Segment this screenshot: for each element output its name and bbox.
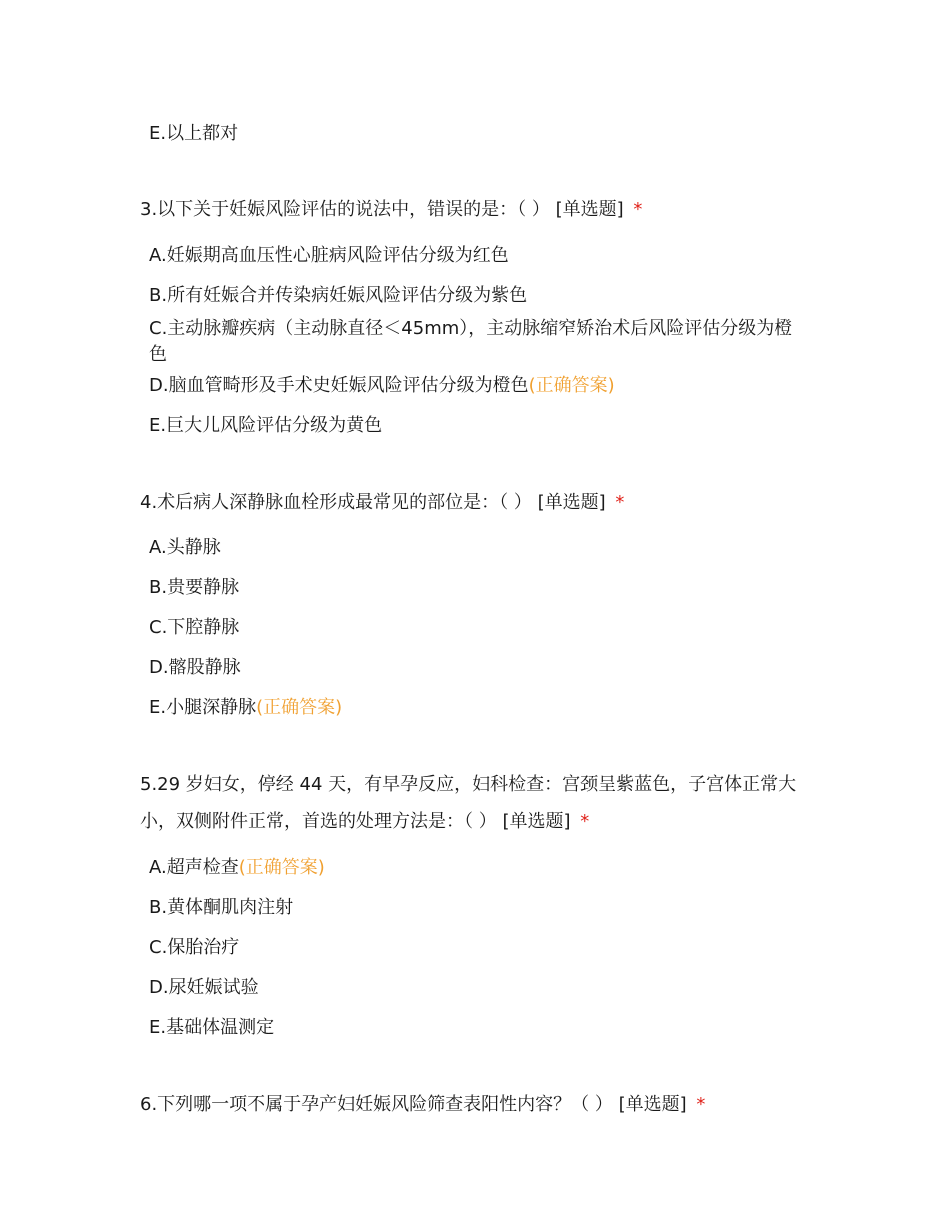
question-text: 6.下列哪一项不属于孕产妇妊娠风险筛查表阳性内容？（ ） <box>140 1094 613 1115</box>
question-5-option-c[interactable] <box>149 936 239 960</box>
option-text: A.妊娠期高血压性心脏病风险评估分级为红色 <box>149 245 509 266</box>
question-3-option-d[interactable] <box>149 374 615 398</box>
option-text: B.所有妊娠合并传染病妊娠风险评估分级为紫色 <box>149 285 528 306</box>
question-3-option-e[interactable] <box>149 414 382 438</box>
question-4-option-a[interactable] <box>149 536 221 560</box>
question-text: 小，双侧附件正常，首选的处理方法是：（ ） <box>140 811 497 832</box>
question-text: 4.术后病人深静脉血栓形成最常见的部位是：（ ） <box>140 492 532 513</box>
option-text: E.基础体温测定 <box>149 1017 275 1038</box>
option-text: D.尿妊娠试验 <box>149 977 259 998</box>
option-text: B.黄体酮肌肉注射 <box>149 897 294 918</box>
option-text: C.保胎治疗 <box>149 937 240 958</box>
question-4-option-c[interactable] <box>149 616 239 640</box>
question-type-tag: [单选题] <box>537 492 606 513</box>
option-prev-e[interactable] <box>149 122 238 146</box>
question-text: 5.29 岁妇女，停经 44 天，有早孕反应，妇科检查：宫颈呈紫蓝色，子宫体正常大 <box>140 774 797 795</box>
required-mark: * <box>615 492 625 513</box>
option-text: C.主动脉瓣疾病（主动脉直径＜45mm），主动脉缩窄矫治术后风险评估分级为橙色 <box>149 318 793 365</box>
required-mark: * <box>633 199 643 220</box>
question-5-option-e[interactable] <box>149 1016 274 1040</box>
option-text: A.头静脉 <box>149 537 221 558</box>
question-text: 3.以下关于妊娠风险评估的说法中，错误的是：（ ） <box>140 199 550 220</box>
question-5-option-b[interactable] <box>149 896 293 920</box>
question-4-option-b[interactable] <box>149 576 239 600</box>
question-4-stem <box>140 491 624 515</box>
option-text: E.巨大儿风险评估分级为黄色 <box>149 415 383 436</box>
question-5-stem-line-2 <box>140 810 589 834</box>
option-text: C.下腔静脉 <box>149 617 240 638</box>
question-type-tag: [单选题] <box>555 199 624 220</box>
required-mark: * <box>696 1094 706 1115</box>
question-3-option-c[interactable] <box>149 316 809 368</box>
option-text: D.髂股静脉 <box>149 657 241 678</box>
correct-answer-label: (正确答案) <box>238 857 325 878</box>
correct-answer-label: (正确答案) <box>528 375 615 396</box>
question-5-stem-line-1 <box>140 773 796 797</box>
question-5-option-a[interactable] <box>149 856 325 880</box>
question-6-stem <box>140 1093 705 1117</box>
question-5-option-d[interactable] <box>149 976 259 1000</box>
question-type-tag: [单选题] <box>618 1094 687 1115</box>
option-text: E.以上都对 <box>149 123 239 144</box>
question-type-tag: [单选题] <box>502 811 571 832</box>
correct-answer-label: (正确答案) <box>256 697 343 718</box>
option-text: A.超声检查 <box>149 857 239 878</box>
question-3-option-a[interactable] <box>149 244 509 268</box>
option-text: B.贵要静脉 <box>149 577 240 598</box>
question-3-option-b[interactable] <box>149 284 527 308</box>
question-4-option-d[interactable] <box>149 656 241 680</box>
question-3-stem <box>140 198 642 222</box>
option-text: D.脑血管畸形及手术史妊娠风险评估分级为橙色 <box>149 375 529 396</box>
question-4-option-e[interactable] <box>149 696 342 720</box>
option-text: E.小腿深静脉 <box>149 697 257 718</box>
required-mark: * <box>580 811 590 832</box>
